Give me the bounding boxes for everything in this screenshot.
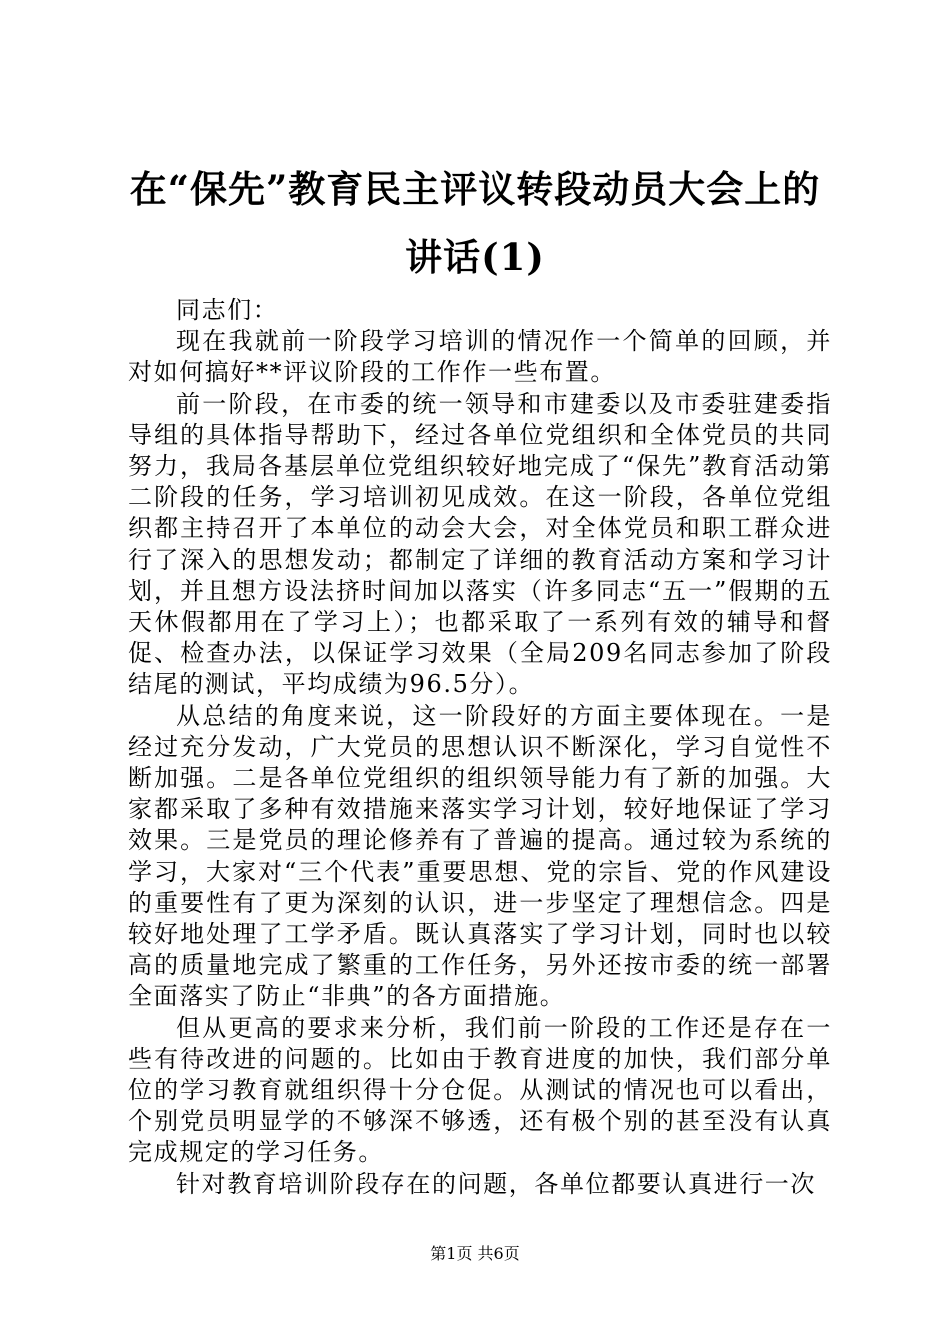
paragraph: 但从更高的要求来分析，我们前一阶段的工作还是存在一些有待改进的问题的。比如由于教育进度的加快，我们部分单位的学习教育就组织得十分仓促。从测试的情况也可以看出，个别党员明显学的不够深不够透，还有极个别的甚至没有认真完成规定的学习任务。 xyxy=(128,1013,832,1167)
document-body xyxy=(128,295,832,1200)
paragraph: 前一阶段，在市委的统一领导和市建委以及市委驻建委指导组的具体指导帮助下，经过各单位党组织和全体党员的共同努力，我局各基层单位党组织较好地完成了“保先”教育活动第二阶段的任务，学习培训初见成效。在这一阶段，各单位党组织都主持召开了本单位的动会大会，对全体党员和职工群众进行了深入的思想发动；都制定了详细的教育活动方案和学习计划，并且想方设法挤时间加以落实（许多同志“五一”假期的五天休假都用在了学习上）；也都采取了一系列有效的辅导和督促、检查办法，以保证学习效果（全局209名同志参加了阶段结尾的测试，平均成绩为96.5分）。 xyxy=(128,389,832,699)
page-number-footer: 第1页 共6页 xyxy=(430,1244,520,1263)
paragraph: 从总结的角度来说，这一阶段好的方面主要体现在。一是经过充分发动，广大党员的思想认识不断深化，学习自觉性不断加强。二是各单位党组织的组织领导能力有了新的加强。大家都采取了多种有效措施来落实学习计划，较好地保证了学习效果。三是党员的理论修养有了普遍的提高。通过较为系统的学习，大家对“三个代表”重要思想、党的宗旨、党的作风建设的重要性有了更为深刻的认识，进一步坚定了理想信念。四是较好地处理了工学矛盾。既认真落实了学习计划，同时也以较高的质量地完成了繁重的工作任务，另外还按市委的统一部署全面落实了防止“非典”的各方面措施。 xyxy=(128,701,832,1011)
paragraph: 针对教育培训阶段存在的问题，各单位都要认真进行一次 xyxy=(176,1169,816,1198)
document-title: 在“保先”教育民主评议转段动员大会上的讲话(1) xyxy=(129,167,821,279)
paragraph: 同志们： xyxy=(176,296,279,324)
paragraph: 现在我就前一阶段学习培训的情况作一个简单的回顾，并对如何搞好**评议阶段的工作作一些布置。 xyxy=(128,327,832,387)
